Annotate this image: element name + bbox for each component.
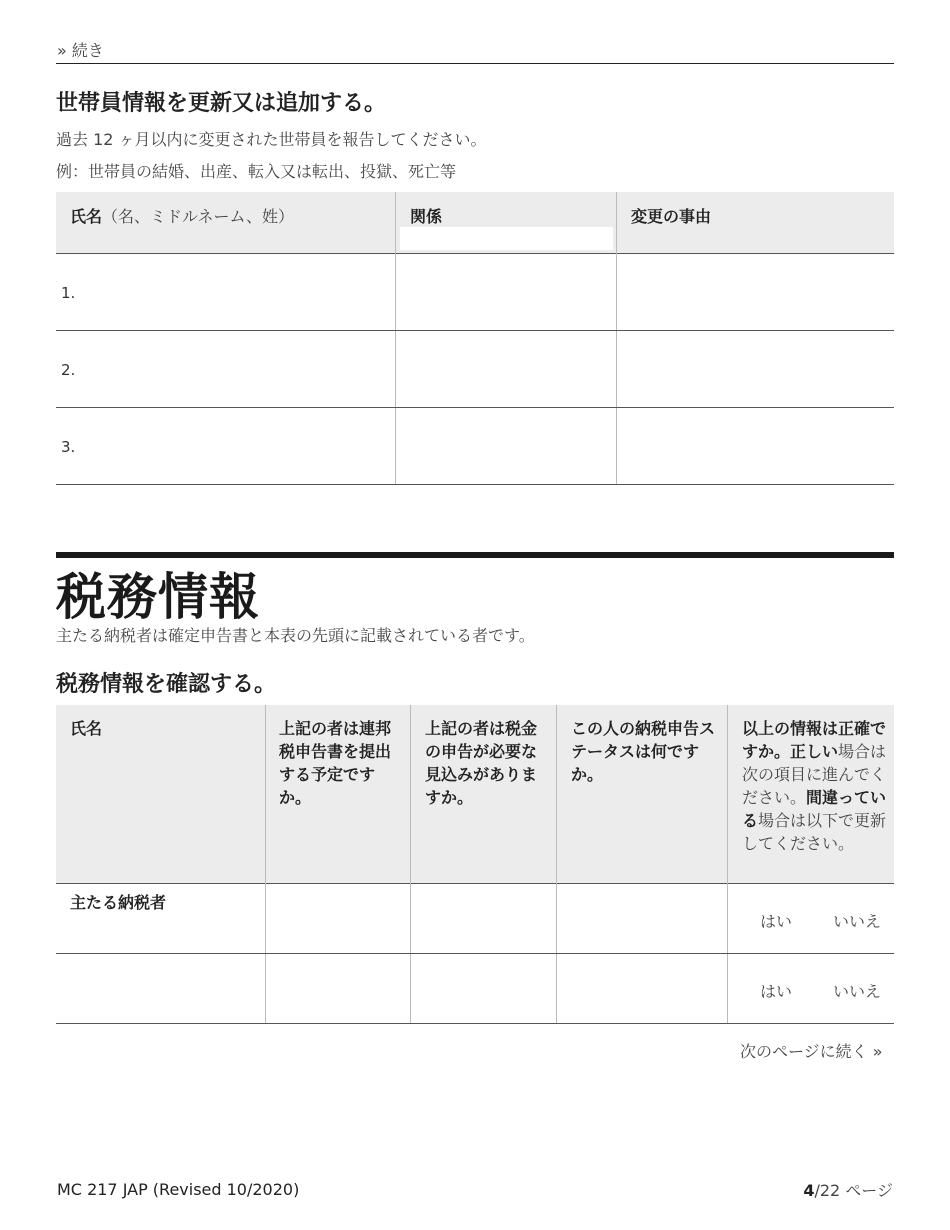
yes-option[interactable]: はい	[760, 982, 793, 1001]
relation-header-input[interactable]	[400, 227, 613, 250]
column-header-name: 氏名（名、ミドルネーム、姓）	[70, 207, 295, 226]
tax-section-title: 税務情報	[56, 568, 260, 626]
yes-option[interactable]: はい	[760, 912, 793, 931]
household-instruction: 過去 12 ヶ月以内に変更された世帯員を報告してください。	[56, 130, 487, 149]
column-header-relation: 関係	[410, 207, 443, 226]
household-example: 例：世帯員の結婚、出産、転入又は転出、投獄、死亡等	[56, 162, 457, 181]
column-header-file-federal: 上記の者は連邦税申告書を提出する予定ですか。	[279, 719, 392, 807]
tax-subtitle: 税務情報を確認する。	[56, 672, 277, 697]
row-number: 1.	[61, 284, 76, 302]
row-number: 3.	[61, 438, 76, 456]
tax-table-header	[56, 705, 894, 884]
form-id: MC 217 JAP (Revised 10/2020)	[57, 1180, 300, 1199]
table-row[interactable]	[56, 408, 894, 485]
continue-next-page: 次のページに続く »	[740, 1042, 883, 1061]
page-number: 4/22 ページ	[803, 1181, 893, 1200]
table-row[interactable]	[56, 331, 894, 408]
table-row-primary-taxpayer[interactable]	[56, 884, 894, 954]
table-row[interactable]	[56, 254, 894, 331]
row-number: 2.	[61, 361, 76, 379]
divider	[56, 63, 894, 64]
continued-label: » 続き	[57, 41, 104, 60]
tax-intro: 主たる納税者は確定申告書と本表の先頭に記載されている者です。	[56, 626, 535, 645]
table-row[interactable]	[56, 954, 894, 1024]
row-name: 主たる納税者	[70, 893, 167, 912]
column-header-reason: 変更の事由	[631, 207, 712, 226]
column-header-name: 氏名	[70, 719, 103, 738]
column-header-status: この人の納税申告ステータスは何ですか。	[571, 719, 716, 784]
no-option[interactable]: いいえ	[833, 912, 882, 931]
column-header-correct: 以上の情報は正確ですか。正しい場合は次の項目に進んでください。間違っている場合は以下で更新してください。	[742, 719, 887, 853]
no-option[interactable]: いいえ	[833, 982, 882, 1001]
column-header-need-file: 上記の者は税金の申告が必要な見込みがありますか。	[425, 719, 538, 807]
household-section-title: 世帯員情報を更新又は追加する。	[56, 91, 387, 116]
